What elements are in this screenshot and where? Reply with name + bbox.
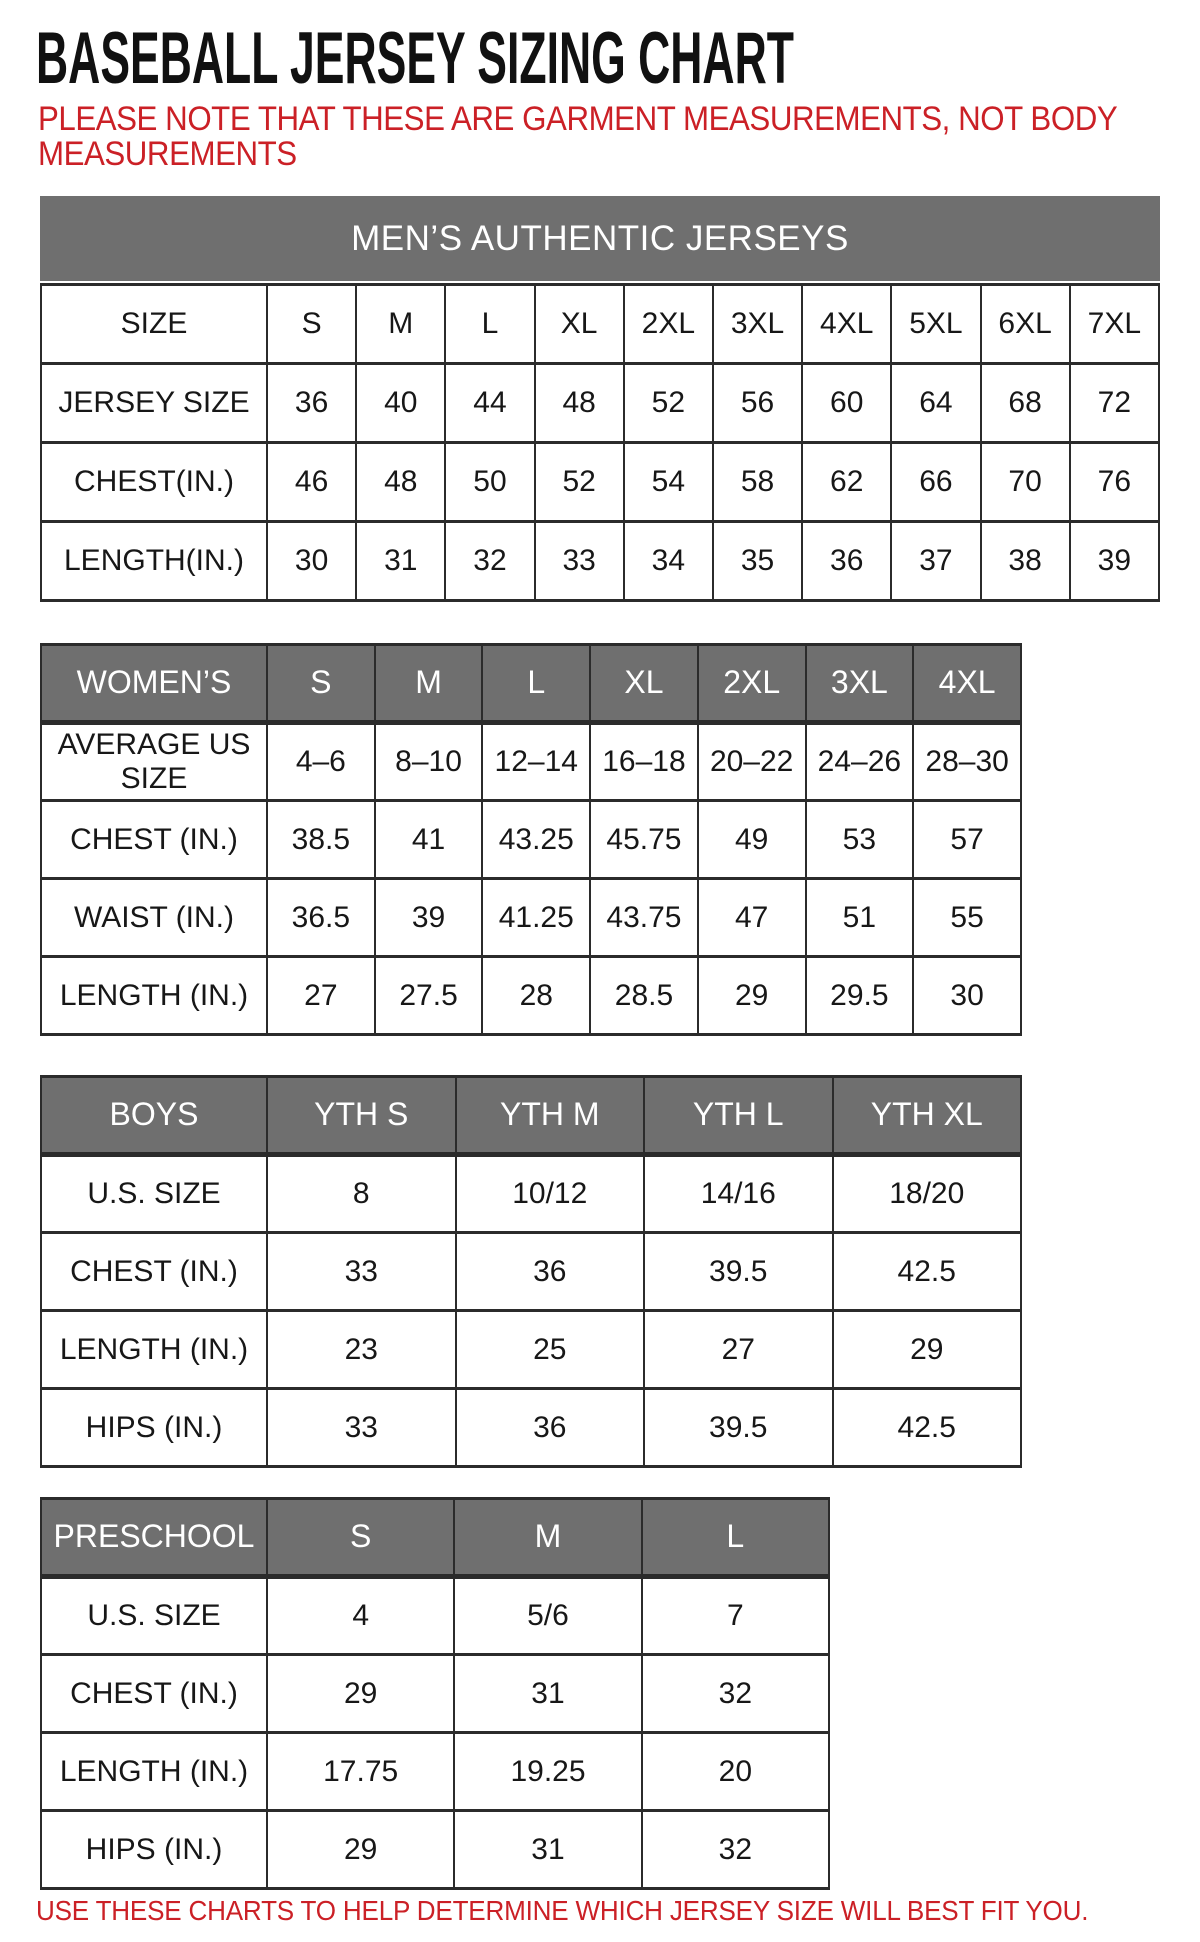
table-header-row xyxy=(41,1499,829,1577)
value-cell: 29 xyxy=(267,1811,454,1889)
value-cell: 54 xyxy=(624,443,713,522)
value-cell: 36 xyxy=(267,364,356,443)
value-cell: M xyxy=(356,285,445,364)
value-cell: 7 xyxy=(642,1577,829,1655)
value-cell: 36.5 xyxy=(267,879,375,957)
value-cell: 31 xyxy=(356,522,445,601)
value-cell: 49 xyxy=(698,801,806,879)
value-cell: 23 xyxy=(267,1311,456,1389)
col-header: M xyxy=(454,1499,641,1577)
row-label: AVERAGE US SIZE xyxy=(41,723,267,801)
value-cell: 8 xyxy=(267,1155,456,1233)
value-cell: 27 xyxy=(644,1311,833,1389)
col-header: 2XL xyxy=(698,645,806,723)
value-cell: 41.25 xyxy=(482,879,590,957)
row-label: CHEST (IN.) xyxy=(41,801,267,879)
col-header: YTH XL xyxy=(833,1077,1022,1155)
value-cell: 58 xyxy=(713,443,802,522)
value-cell: 2XL xyxy=(624,285,713,364)
preschool-sizing-table xyxy=(40,1497,830,1890)
value-cell: 14/16 xyxy=(644,1155,833,1233)
value-cell: 32 xyxy=(445,522,534,601)
col-header: S xyxy=(267,645,375,723)
value-cell: 52 xyxy=(535,443,624,522)
value-cell: 33 xyxy=(535,522,624,601)
value-cell: 19.25 xyxy=(454,1733,641,1811)
table-row xyxy=(41,522,1159,601)
row-label: HIPS (IN.) xyxy=(41,1811,267,1889)
value-cell: XL xyxy=(535,285,624,364)
table-row xyxy=(41,1233,1021,1311)
table-header-row xyxy=(41,645,1021,723)
value-cell: 76 xyxy=(1070,443,1159,522)
value-cell: 7XL xyxy=(1070,285,1159,364)
value-cell: 41 xyxy=(375,801,483,879)
table-title-cell: WOMEN’S xyxy=(41,645,267,723)
table-row xyxy=(41,1811,829,1889)
table-row xyxy=(41,1655,829,1733)
value-cell: 34 xyxy=(624,522,713,601)
value-cell: 70 xyxy=(981,443,1070,522)
value-cell: 64 xyxy=(891,364,980,443)
value-cell: 29 xyxy=(833,1311,1022,1389)
table-title-cell: PRESCHOOL xyxy=(41,1499,267,1577)
note-line-1: PLEASE NOTE THAT THESE ARE GARMENT MEASUREMENTS, NOT BODY xyxy=(38,100,1118,138)
value-cell: 60 xyxy=(802,364,891,443)
value-cell: 33 xyxy=(267,1389,456,1467)
value-cell: 46 xyxy=(267,443,356,522)
value-cell: 55 xyxy=(913,879,1021,957)
value-cell: 28–30 xyxy=(913,723,1021,801)
col-header: L xyxy=(642,1499,829,1577)
table-row xyxy=(41,1311,1021,1389)
value-cell: 30 xyxy=(913,957,1021,1035)
col-header: L xyxy=(482,645,590,723)
table-row xyxy=(41,443,1159,522)
value-cell: 18/20 xyxy=(833,1155,1022,1233)
value-cell: 8–10 xyxy=(375,723,483,801)
row-label: LENGTH (IN.) xyxy=(41,957,267,1035)
value-cell: 50 xyxy=(445,443,534,522)
mens-sizing-table xyxy=(40,283,1160,602)
value-cell: 38 xyxy=(981,522,1070,601)
col-header: M xyxy=(375,645,483,723)
value-cell: 62 xyxy=(802,443,891,522)
value-cell: 12–14 xyxy=(482,723,590,801)
value-cell: 4 xyxy=(267,1577,454,1655)
col-header: XL xyxy=(590,645,698,723)
value-cell: 20 xyxy=(642,1733,829,1811)
row-label: U.S. SIZE xyxy=(41,1155,267,1233)
value-cell: 24–26 xyxy=(806,723,914,801)
value-cell: 56 xyxy=(713,364,802,443)
value-cell: 5XL xyxy=(891,285,980,364)
value-cell: 38.5 xyxy=(267,801,375,879)
value-cell: 4–6 xyxy=(267,723,375,801)
table-row xyxy=(41,1577,829,1655)
table-row xyxy=(41,1155,1021,1233)
col-header: S xyxy=(267,1499,454,1577)
value-cell: 42.5 xyxy=(833,1233,1022,1311)
value-cell: 39.5 xyxy=(644,1233,833,1311)
value-cell: 3XL xyxy=(713,285,802,364)
row-label: CHEST (IN.) xyxy=(41,1655,267,1733)
table-row xyxy=(41,879,1021,957)
value-cell: 36 xyxy=(802,522,891,601)
table-row xyxy=(41,723,1021,801)
table-row xyxy=(41,801,1021,879)
value-cell: 31 xyxy=(454,1655,641,1733)
table-row xyxy=(41,1389,1021,1467)
value-cell: 29 xyxy=(267,1655,454,1733)
value-cell: 57 xyxy=(913,801,1021,879)
value-cell: 29 xyxy=(698,957,806,1035)
row-label: HIPS (IN.) xyxy=(41,1389,267,1467)
value-cell: 72 xyxy=(1070,364,1159,443)
table-row xyxy=(41,364,1159,443)
note-line-2: MEASUREMENTS xyxy=(38,135,297,173)
value-cell: 32 xyxy=(642,1811,829,1889)
row-label: LENGTH(IN.) xyxy=(41,522,267,601)
value-cell: 27.5 xyxy=(375,957,483,1035)
col-header: 3XL xyxy=(806,645,914,723)
table-header-row xyxy=(41,1077,1021,1155)
value-cell: 27 xyxy=(267,957,375,1035)
col-header: 4XL xyxy=(913,645,1021,723)
value-cell: 28 xyxy=(482,957,590,1035)
fit-advice-note: USE THESE CHARTS TO HELP DETERMINE WHICH JERSEY SIZE WILL BEST FIT YOU. xyxy=(36,1895,1089,1926)
value-cell: 47 xyxy=(698,879,806,957)
value-cell: 39 xyxy=(1070,522,1159,601)
value-cell: 51 xyxy=(806,879,914,957)
value-cell: 32 xyxy=(642,1655,829,1733)
col-header: YTH L xyxy=(644,1077,833,1155)
value-cell: 10/12 xyxy=(456,1155,645,1233)
value-cell: 48 xyxy=(356,443,445,522)
value-cell: 44 xyxy=(445,364,534,443)
value-cell: 53 xyxy=(806,801,914,879)
row-label: LENGTH (IN.) xyxy=(41,1311,267,1389)
value-cell: 42.5 xyxy=(833,1389,1022,1467)
value-cell: 6XL xyxy=(981,285,1070,364)
value-cell: L xyxy=(445,285,534,364)
value-cell: 28.5 xyxy=(590,957,698,1035)
mens-table-banner: MEN’S AUTHENTIC JERSEYS xyxy=(40,196,1160,281)
value-cell: 43.75 xyxy=(590,879,698,957)
table-row xyxy=(41,957,1021,1035)
col-header: YTH S xyxy=(267,1077,456,1155)
boys-sizing-table xyxy=(40,1075,1022,1468)
value-cell: 5/6 xyxy=(454,1577,641,1655)
value-cell: 35 xyxy=(713,522,802,601)
value-cell: 33 xyxy=(267,1233,456,1311)
value-cell: 16–18 xyxy=(590,723,698,801)
value-cell: 4XL xyxy=(802,285,891,364)
value-cell: 36 xyxy=(456,1389,645,1467)
row-label: CHEST(IN.) xyxy=(41,443,267,522)
value-cell: 52 xyxy=(624,364,713,443)
table-row xyxy=(41,1733,829,1811)
value-cell: 30 xyxy=(267,522,356,601)
value-cell: 45.75 xyxy=(590,801,698,879)
value-cell: 43.25 xyxy=(482,801,590,879)
value-cell: 37 xyxy=(891,522,980,601)
table-row xyxy=(41,285,1159,364)
womens-sizing-table xyxy=(40,643,1022,1036)
value-cell: 39.5 xyxy=(644,1389,833,1467)
value-cell: 68 xyxy=(981,364,1070,443)
value-cell: 66 xyxy=(891,443,980,522)
page-title: BASEBALL JERSEY SIZING CHART xyxy=(36,18,794,99)
table-title-cell: BOYS xyxy=(41,1077,267,1155)
row-label: WAIST (IN.) xyxy=(41,879,267,957)
value-cell: 17.75 xyxy=(267,1733,454,1811)
col-header: YTH M xyxy=(456,1077,645,1155)
value-cell: 48 xyxy=(535,364,624,443)
value-cell: 29.5 xyxy=(806,957,914,1035)
value-cell: 31 xyxy=(454,1811,641,1889)
value-cell: 39 xyxy=(375,879,483,957)
value-cell: S xyxy=(267,285,356,364)
row-label: LENGTH (IN.) xyxy=(41,1733,267,1811)
garment-measurement-note xyxy=(38,102,1117,172)
row-label: SIZE xyxy=(41,285,267,364)
value-cell: 25 xyxy=(456,1311,645,1389)
row-label: U.S. SIZE xyxy=(41,1577,267,1655)
row-label: JERSEY SIZE xyxy=(41,364,267,443)
row-label: CHEST (IN.) xyxy=(41,1233,267,1311)
value-cell: 20–22 xyxy=(698,723,806,801)
value-cell: 40 xyxy=(356,364,445,443)
value-cell: 36 xyxy=(456,1233,645,1311)
